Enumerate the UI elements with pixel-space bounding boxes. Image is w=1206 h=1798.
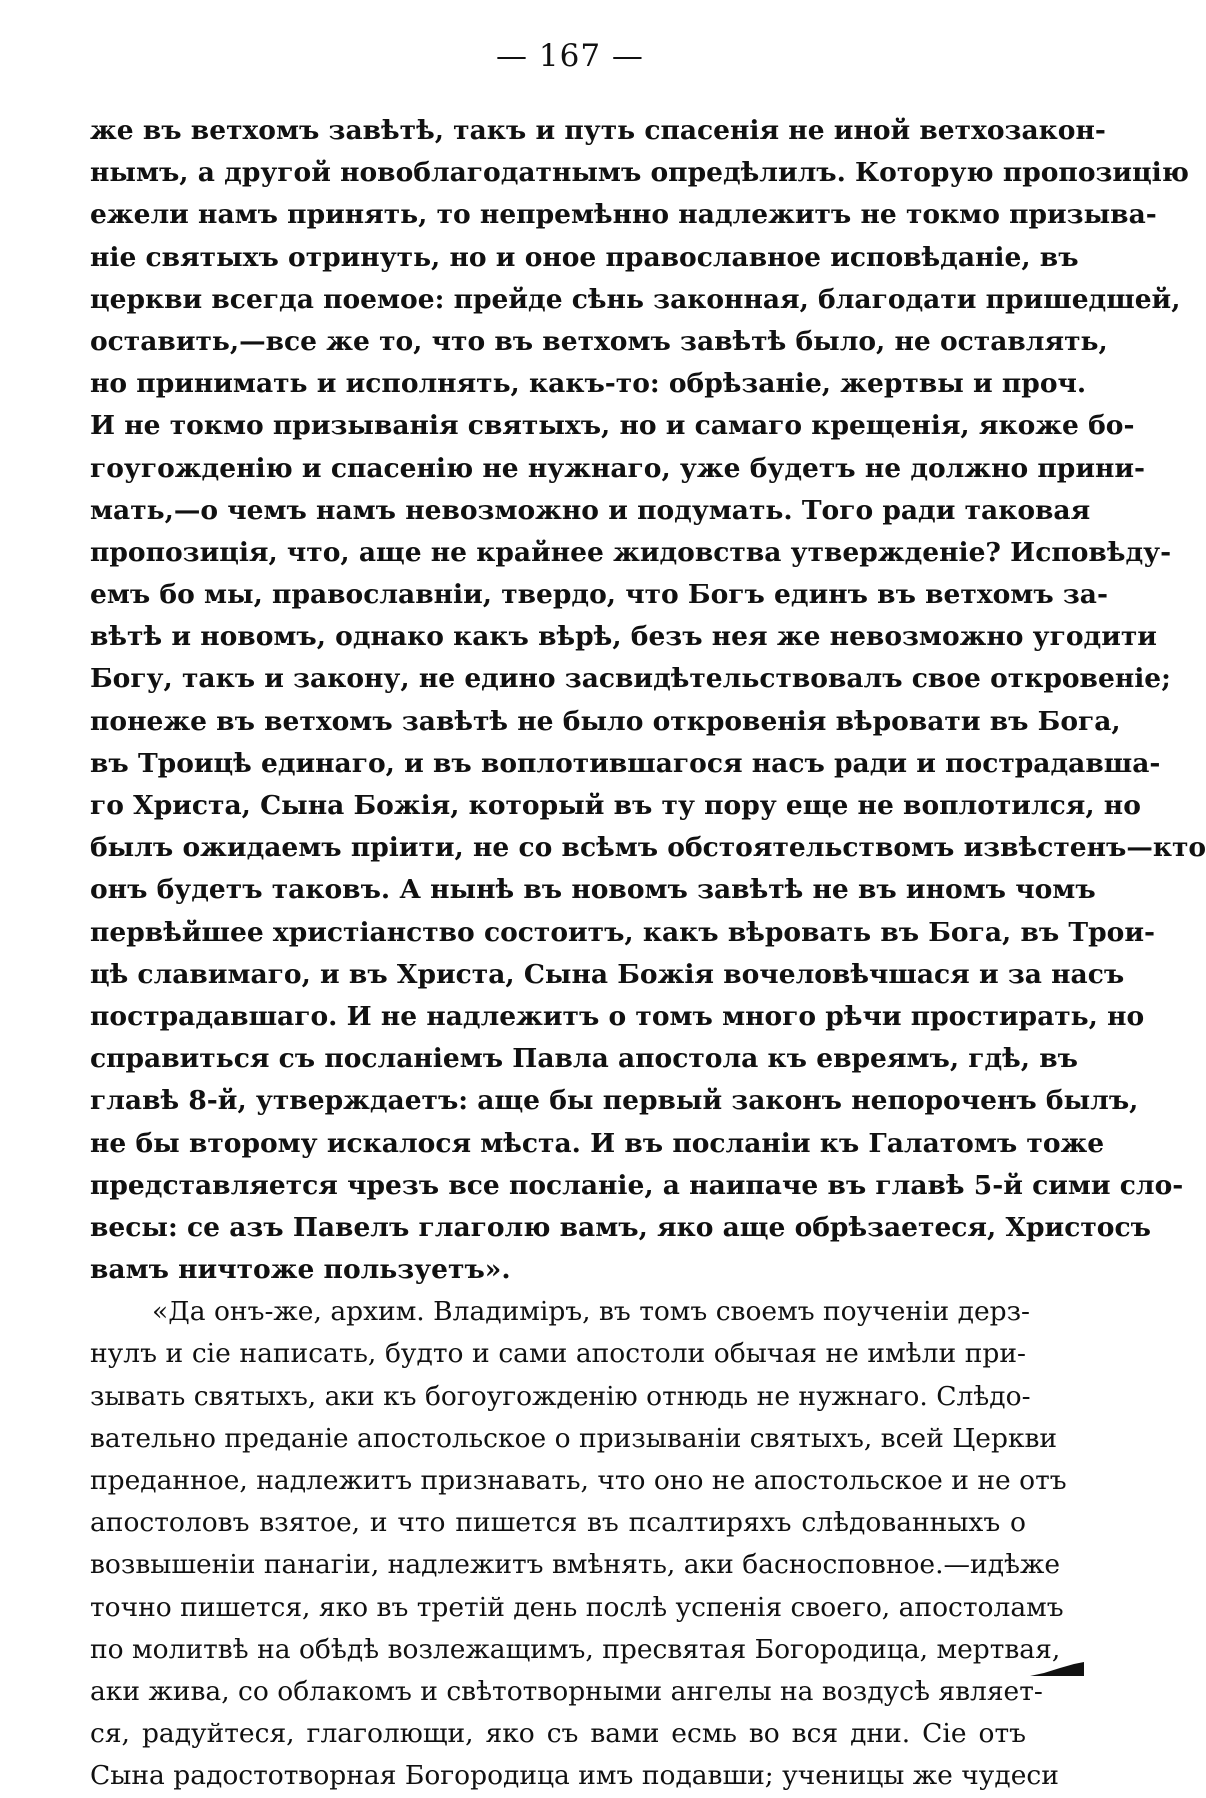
- text-line: же въ ветхомъ завѣтѣ, такъ и путь спасенія не иной ветхозакон-: [90, 115, 1106, 146]
- paragraph-2: [90, 1291, 1067, 1797]
- text-line: вательно преданіе апостольское о призываніи святыхъ, всей Церкви: [90, 1422, 1058, 1454]
- text-line: И не токмо призыванія святыхъ, но и самаго крещенія, якоже бо-: [90, 410, 1135, 442]
- text-line: Богу, такъ и закону, не едино засвидѣтельствовалъ свое откровеніе;: [90, 663, 1171, 695]
- text-line: апостоловъ взятое, и что пишется въ псалтиряхъ слѣдованныхъ о: [90, 1507, 1026, 1539]
- paragraph-1: [90, 110, 1206, 1291]
- text-line: по молитвѣ на обѣдѣ возлежащимъ, пресвятая Богородица, мертвая,: [90, 1633, 1061, 1665]
- text-line: онъ будетъ таковъ. А нынѣ въ новомъ завѣтѣ не въ иномъ чомъ: [90, 874, 1096, 906]
- text-line: но принимать и исполнять, какъ-то: обрѣзаніе, жертвы и проч.: [90, 368, 1087, 400]
- text-line: возвышеніи панагіи, надлежитъ вмѣнять, аки басносповное.—идѣже: [90, 1549, 1061, 1581]
- text-line: цѣ славимаго, и въ Христа, Сына Божія вочеловѣчшася и за насъ: [90, 958, 1125, 990]
- text-line: церкви всегда поемое: прейде сѣнь законная, благодати пришедшей,: [90, 283, 1181, 315]
- text-line: не бы второму искалося мѣста. И въ посланіи къ Галатомъ тоже: [90, 1127, 1105, 1159]
- text-line: понеже въ ветхомъ завѣтѣ не было откровенія вѣровати въ Бога,: [90, 705, 1121, 737]
- text-line: ся, радуйтеся, глаголющи, яко съ вами есмь во вся дни. Сіе отъ: [90, 1718, 1026, 1750]
- ink-smudge: [1030, 1660, 1084, 1678]
- text-line: пропозиція, что, аще не крайнее жидовства утвержденіе? Исповѣду-: [90, 536, 1172, 568]
- text-line: ежели намъ принять, то непремѣнно надлежитъ не токмо призыва-: [90, 199, 1157, 231]
- text-line: представляется чрезъ все посланіе, а наипаче въ главѣ 5-й сими сло-: [90, 1169, 1184, 1201]
- text-line: вѣтѣ и новомъ, однако какъ вѣрѣ, безъ нея же невозможно угодити: [90, 621, 1157, 653]
- text-line: пострадавшаго. И не надлежитъ о томъ много рѣчи простирать, но: [90, 1000, 1145, 1032]
- text-line: гоугожденію и спасенію не нужнаго, уже будетъ не должно прини-: [90, 452, 1146, 484]
- text-line: былъ ожидаемъ пріити, не со всѣмъ обстоятельствомъ извѣстенъ—кто: [90, 832, 1206, 864]
- text-line: нулъ и сіе написать, будто и сами апостоли обычая не имѣли при-: [90, 1338, 1026, 1370]
- text-line: «Да онъ-же, архим. Владиміръ, въ томъ своемъ поученіи дерз-: [152, 1296, 1031, 1328]
- text-line: точно пишется, яко въ третій день послѣ успенія своего, апостоламъ: [90, 1591, 1064, 1623]
- text-line: емъ бо мы, православніи, твердо, что Богъ единъ въ ветхомъ за-: [90, 579, 1108, 611]
- body-text: [90, 110, 1206, 1798]
- text-line: аки жива, со облакомъ и свѣтотворными ангелы на воздусѣ являет-: [90, 1675, 1043, 1707]
- text-line: го Христа, Сына Божія, который въ ту пору еще не воплотился, но: [90, 790, 1141, 821]
- text-line: Сына радостотворная Богородица имъ подавши; ученицы же чудеси: [90, 1760, 1059, 1792]
- text-line: весы: се азъ Павелъ глаголю вамъ, яко аще обрѣзаетеся, Христосъ: [90, 1211, 1151, 1243]
- text-line: нымъ, а другой новоблагодатнымъ опредѣлилъ. Которую пропозицію: [90, 157, 1189, 189]
- text-line: мать,—о чемъ намъ невозможно и подумать. Того ради таковая: [90, 494, 1091, 526]
- text-line: справиться съ посланіемъ Павла апостола къ евреямъ, гдѣ, въ: [90, 1043, 1078, 1075]
- page-number: — 167 —: [496, 38, 644, 74]
- text-line: первѣйшее христіанство состоитъ, какъ вѣровать въ Бога, въ Трои-: [90, 916, 1156, 948]
- text-line: вамъ ничтоже пользуетъ».: [90, 1254, 511, 1286]
- text-line: въ Троицѣ единаго, и въ воплотившагося насъ ради и пострадавша-: [90, 747, 1161, 779]
- text-line: ніе святыхъ отринуть, но и оное православное исповѣданіе, въ: [90, 241, 1079, 273]
- text-line: преданное, надлежитъ признавать, что оно не апостольское и не отъ: [90, 1465, 1067, 1496]
- text-line: оставить,—все же то, что въ ветхомъ завѣтѣ было, не оставлять,: [90, 325, 1108, 357]
- text-line: главѣ 8-й, утверждаетъ: аще бы первый законъ непороченъ былъ,: [90, 1085, 1139, 1117]
- text-line: зывать святыхъ, аки къ богоугожденію отнюдь не нужнаго. Слѣдо-: [90, 1380, 1031, 1412]
